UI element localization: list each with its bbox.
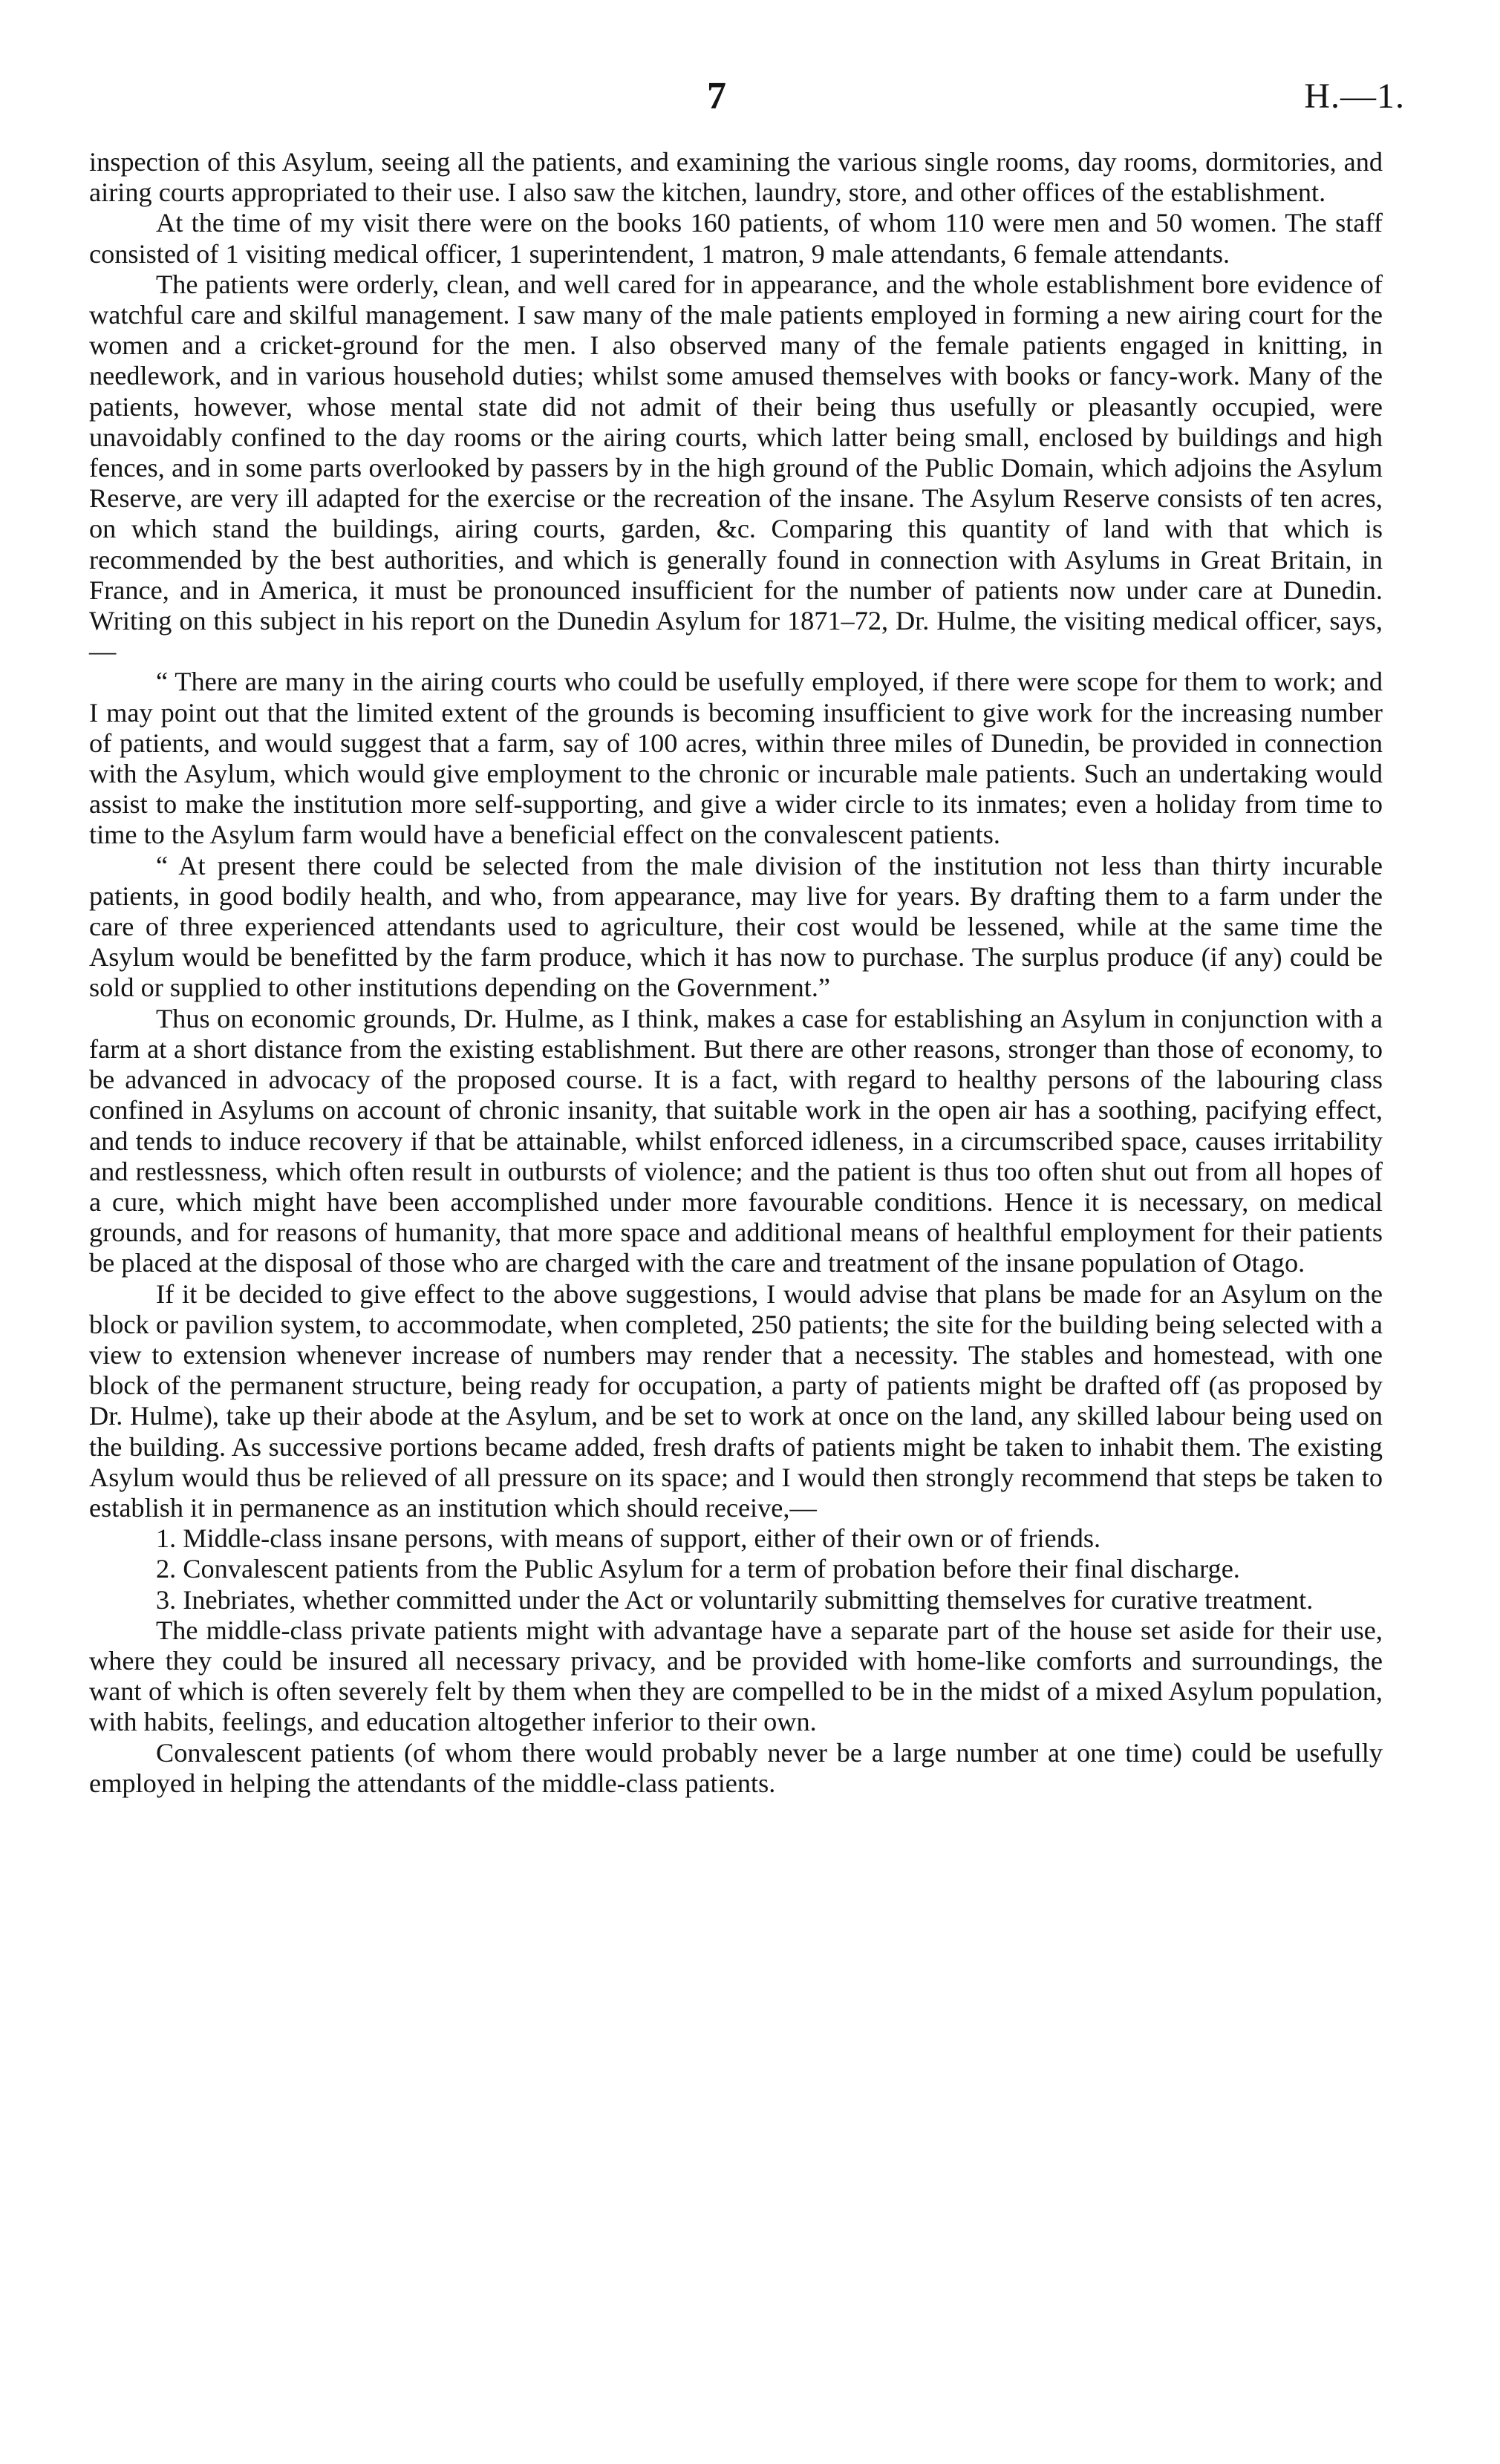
list-item-middle-class: 1. Middle-class insane persons, with means of support, either of their own or of friends. bbox=[156, 1523, 1101, 1554]
quote-hulme-farm: “ There are many in the airing courts who could be usefully employed, if there were scope for them to work; and I may point out that the limited extent of the grounds is becoming insufficient to give work for the increasing number of patients, and would suggest that a farm, say of 100 acres, within three miles of Dunedin, be provided in connection with the Asylum, which would give employment to the chronic or incurable male patients. Such an undertaking would assist to make the institution more self-supporting, and give a wider circle to its inmates; even a holiday from time to time to the Asylum farm would have a beneficial effect on the convalescent patients. bbox=[89, 667, 1383, 850]
body-text bbox=[89, 147, 1383, 1799]
paragraph-private-patients: The middle-class private patients might with advantage have a separate part of the house set aside for their use, where they could be insured all necessary privacy, and be provided with home-like comforts and surroundings, the want of which is often severely felt by them when they are compelled to be in the midst of a mixed Asylum population, with habits, feelings, and education altogether inferior to their own. bbox=[89, 1615, 1383, 1737]
page-header bbox=[0, 73, 1500, 125]
paragraph-visit-statistics: At the time of my visit there were on the books 160 patients, of whom 110 were men and 50 women. The staff consisted of 1 visiting medical officer, 1 superintendent, 1 matron, 9 male attendants, 6 female attendants. bbox=[89, 208, 1383, 269]
paragraph-continuation: inspection of this Asylum, seeing all the patients, and examining the various single rooms, day rooms, dormitories, and airing courts appropriated to their use. I also saw the kitchen, laundry, store, and other offices of the establishment. bbox=[89, 147, 1383, 208]
list-item-convalescent: 2. Convalescent patients from the Public Asylum for a term of probation before their final discharge. bbox=[156, 1554, 1240, 1584]
page-number: 7 bbox=[707, 75, 726, 117]
list-item-inebriates: 3. Inebriates, whether committed under the Act or voluntarily submitting themselves for curative treatment. bbox=[156, 1584, 1314, 1615]
quote-hulme-incurables: “ At present there could be selected from the male division of the institution not less than thirty incurable patients, in good bodily health, and who, from appearance, may live for years. By drafting them to a farm under the care of three experienced attendants used to agriculture, their cost would be lessened, while at the same time the Asylum would be benefitted by the farm produce, which it has now to purchase. The surplus produce (if any) could be sold or supplied to other institutions depending on the Government.” bbox=[89, 850, 1383, 1003]
paragraph-proposed-plans: If it be decided to give effect to the above suggestions, I would advise that plans be made for an Asylum on the block or pavilion system, to accommodate, when completed, 250 patients; the site for the building being selected with a view to extension whenever increase of numbers may render that a necessity. The stables and homestead, with one block of the permanent structure, being ready for occupation, a party of patients might be drafted off (as proposed by Dr. Hulme), take up their abode at the Asylum, and be set to work at once on the land, any skilled labour being used on the building. As successive portions became added, fresh drafts of patients might be taken to inhabit them. The existing Asylum would thus be relieved of all pressure on its space; and I would then strongly recommend that steps be taken to establish it in permanence as an institution which should receive,— bbox=[89, 1278, 1383, 1523]
series-reference: H.—1. bbox=[1304, 76, 1405, 116]
paragraph-patient-conditions: The patients were orderly, clean, and well cared for in appearance, and the whole establishment bore evidence of watchful care and skilful management. I saw many of the male patients employed in forming a new airing court for the women and a cricket-ground for the men. I also observed many of the female patients engaged in knitting, in needlework, and in various household duties; whilst some amused themselves with books or fancy-work. Many of the patients, however, whose mental state did not admit of their being thus usefully or pleasantly occupied, were unavoidably confined to the day rooms or the airing courts, which latter being small, enclosed by buildings and high fences, and in some parts overlooked by passers by in the high ground of the Public Domain, which adjoins the Asylum Reserve, are very ill adapted for the exercise or the recreation of the insane. The Asylum Reserve consists of ten acres, on which stand the buildings, airing courts, garden, &c. Comparing this quantity of land with that which is recommended by the best authorities, and which is generally found in connection with Asylums in Great Britain, in France, and in America, it must be pronounced insufficient for the number of patients now under care at Dunedin. Writing on this subject in his report on the Dunedin Asylum for 1871–72, Dr. Hulme, the visiting medical officer, says,— bbox=[89, 269, 1383, 667]
paragraph-convalescent-employment: Convalescent patients (of whom there would probably never be a large number at one time) could be usefully employed in helping the attendants of the middle-class patients. bbox=[89, 1737, 1383, 1798]
paragraph-economic-grounds: Thus on economic grounds, Dr. Hulme, as I think, makes a case for establishing an Asylum in conjunction with a farm at a short distance from the existing establishment. But there are other reasons, stronger than those of economy, to be advanced in advocacy of the proposed course. It is a fact, with regard to healthy persons of the labouring class confined in Asylums on account of chronic insanity, that suitable work in the open air has a soothing, pacifying effect, and tends to induce recovery if that be attainable, whilst enforced idleness, in a circumscribed space, causes irritability and restlessness, which often result in outbursts of violence; and the patient is thus too often shut out from all hopes of a cure, which might have been accomplished under more favourable conditions. Hence it is necessary, on medical grounds, and for reasons of humanity, that more space and additional means of healthful employment for their patients be placed at the disposal of those who are charged with the care and treatment of the insane population of Otago. bbox=[89, 1003, 1383, 1278]
